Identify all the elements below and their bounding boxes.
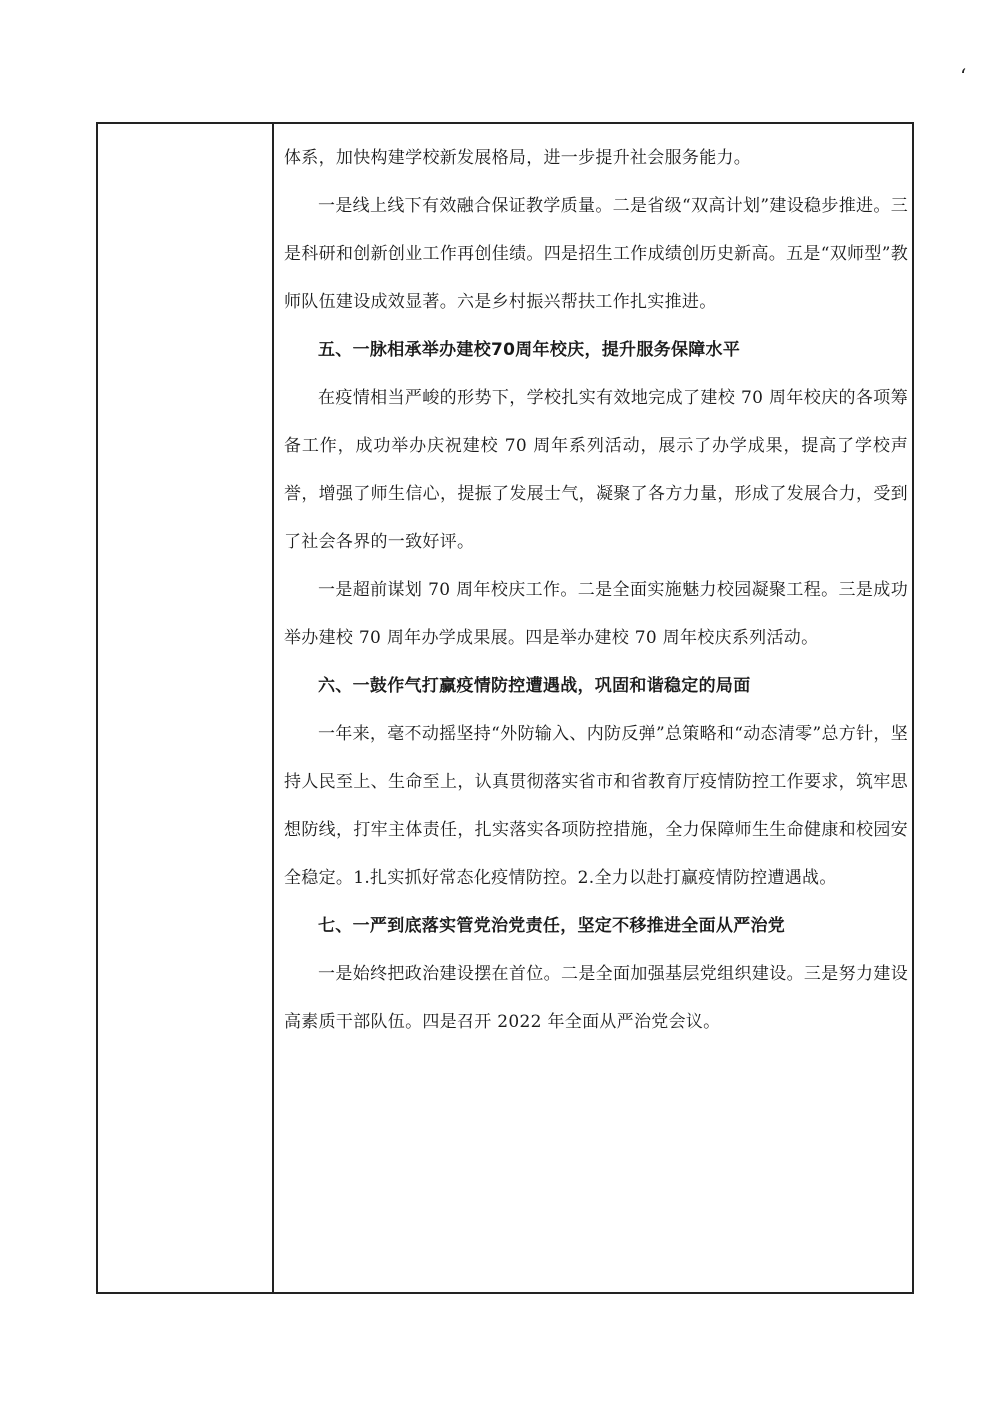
document-table [96, 122, 914, 1294]
corner-mark: ‘ [960, 64, 967, 88]
paragraph-party: 一是始终把政治建设摆在首位。二是全面加强基层党组织建设。三是努力建设高素质干部队伍。四是召开 2022 年全面从严治党会议。 [284, 964, 908, 1032]
content-cell [284, 134, 908, 1046]
left-label-cell [98, 124, 274, 1292]
paragraph-achievements: 一是线上线下有效融合保证教学质量。二是省级“双高计划”建设稳步推进。三是科研和创新创业工作再创佳绩。四是招生工作成绩创历史新高。五是“双师型”教师队伍建设成效显著。六是乡村振兴帮扶工作扎实推进。 [284, 196, 908, 312]
paragraph-epidemic: 一年来，毫不动摇坚持“外防输入、内防反弹”总策略和“动态清零”总方针，坚持人民至上、生命至上，认真贯彻落实省市和省教育厅疫情防控工作要求，筑牢思想防线，打牢主体责任，扎实落实各项防控措施，全力保障师生生命健康和校园安全稳定。1.扎实抓好常态化疫情防控。2.全力以赴打赢疫情防控遭遇战。 [284, 724, 908, 888]
paragraph-anniversary: 在疫情相当严峻的形势下，学校扎实有效地完成了建校 70 周年校庆的各项筹备工作，成功举办庆祝建校 70 周年系列活动，展示了办学成果，提高了学校声誉，增强了师生信心，提振了发展士气，凝聚了各方力量，形成了发展合力，受到了社会各界的一致好评。 [284, 388, 908, 552]
paragraph-continuation: 体系，加快构建学校新发展格局，进一步提升社会服务能力。 [284, 148, 752, 168]
section-heading-7: 七、一严到底落实管党治党责任，坚定不移推进全面从严治党 [318, 916, 786, 936]
paragraph-anniversary-items: 一是超前谋划 70 周年校庆工作。二是全面实施魅力校园凝聚工程。三是成功举办建校 70 周年办学成果展。四是举办建校 70 周年校庆系列活动。 [284, 580, 908, 648]
section-heading-6: 六、一鼓作气打赢疫情防控遭遇战，巩固和谐稳定的局面 [318, 676, 751, 696]
section-heading-5: 五、一脉相承举办建校70周年校庆，提升服务保障水平 [318, 340, 741, 360]
